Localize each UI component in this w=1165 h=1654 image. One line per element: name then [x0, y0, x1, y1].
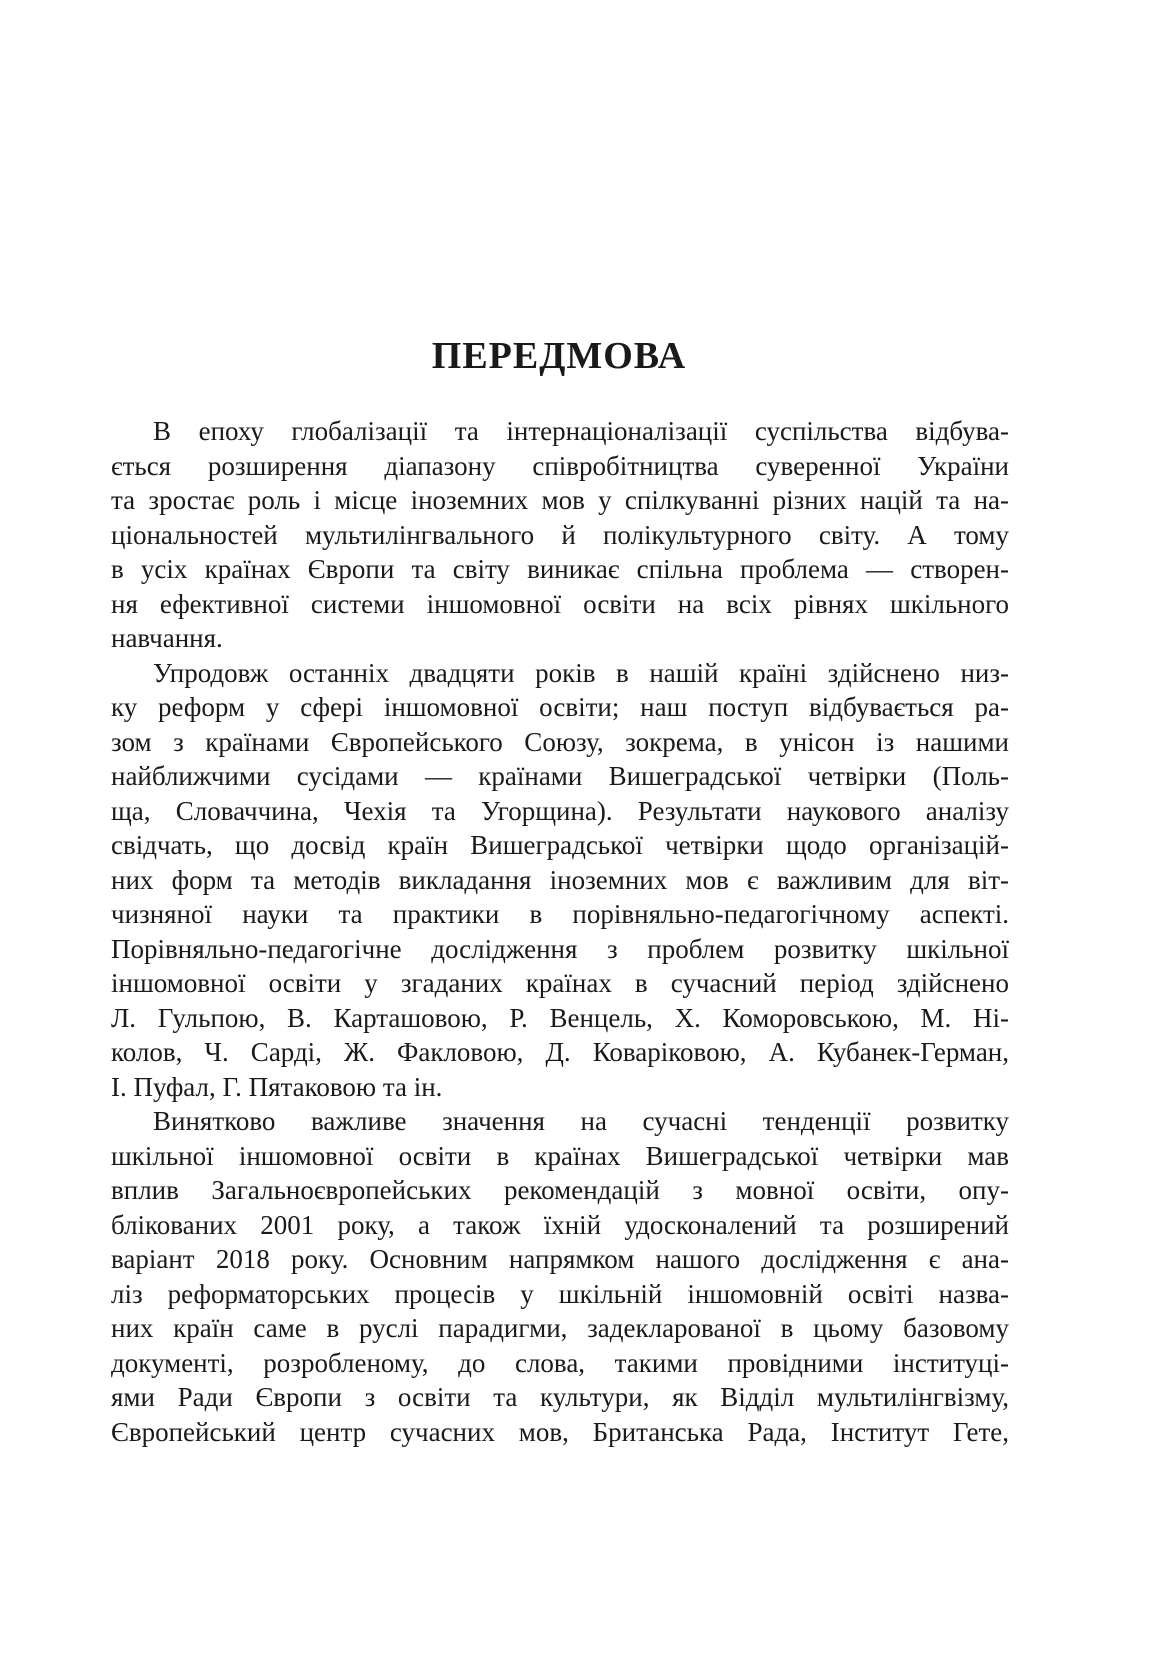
- text-line: навчання.: [111, 623, 223, 653]
- body-text: [111, 414, 1009, 1449]
- text-line: та зростає роль і місце іноземних мов у спілкуванні різних націй та на-: [111, 485, 1009, 515]
- text-line: варіант 2018 року. Основним напрямком нашого дослідження є ана-: [111, 1244, 1009, 1274]
- text-line: найближчими сусідами — країнами Вишеградської четвірки (Поль-: [111, 761, 1009, 791]
- paragraph: [111, 656, 1009, 1105]
- text-line: них форм та методів викладання іноземних мов є важливим для віт-: [111, 864, 1009, 895]
- text-line: ня ефективної системи іншомовної освіти на всіх рівнях шкільного: [111, 588, 1009, 619]
- text-line: ями Ради Європи з освіти та культури, як Відділ мультилінгвізму,: [111, 1382, 1009, 1412]
- text-line: чизняної науки та практики в порівняльно-педагогічному аспекті.: [111, 899, 1009, 929]
- text-line: ціональностей мультилінгвального й полікультурного світу. А тому: [111, 519, 1009, 550]
- text-line: зом з країнами Європейського Союзу, зокрема, в унісон із нашими: [111, 726, 1009, 757]
- text-line: В епоху глобалізації та інтернаціоналізації суспільства відбува-: [153, 416, 1009, 446]
- text-line: шкільної іншомовної освіти в країнах Вишеградської четвірки мав: [111, 1140, 1009, 1171]
- text-line: Порівняльно-педагогічне дослідження з проблем розвитку шкільної: [111, 933, 1009, 964]
- text-line: ліз реформаторських процесів у шкільній іншомовній освіті назва-: [111, 1278, 1009, 1309]
- page-title: ПЕРЕДМОВА: [431, 335, 687, 377]
- text-line: іншомовної освіти у згаданих країнах в сучасний період здійснено: [111, 968, 1009, 998]
- paragraph: [111, 1104, 1009, 1449]
- text-line: документі, розробленому, до слова, такими провідними інституці-: [111, 1347, 1009, 1378]
- text-line: ща, Словаччина, Чехія та Угорщина). Результати наукового аналізу: [111, 795, 1009, 826]
- text-line: ку реформ у сфері іншомовної освіти; наш поступ відбувається ра-: [111, 692, 1009, 722]
- text-line: Винятково важливе значення на сучасні тенденції розвитку: [153, 1106, 1009, 1136]
- text-line: Європейський центр сучасних мов, Британська Рада, Інститут Гете,: [111, 1416, 1009, 1447]
- text-line: ється розширення діапазону співробітництва суверенної України: [111, 450, 1009, 481]
- text-line: в усіх країнах Європи та світу виникає спільна проблема — створен-: [111, 554, 1009, 584]
- text-line: колов, Ч. Сарді, Ж. Факловою, Д. Коваріковою, А. Кубанек-Герман,: [111, 1037, 1009, 1067]
- text-line: свідчать, що досвід країн Вишеградської четвірки щодо організацій-: [111, 830, 1009, 860]
- text-line: Л. Гульпою, В. Карташовою, Р. Венцель, Х. Коморовською, М. Ні-: [111, 1002, 1009, 1033]
- text-line: них країн саме в руслі парадигми, задекларованої в цьому базовому: [111, 1313, 1009, 1343]
- text-line: вплив Загальноєвропейських рекомендацій з мовної освіти, опу-: [111, 1175, 1009, 1205]
- text-line: блікованих 2001 року, а також їхній удосконалений та розширений: [111, 1209, 1009, 1240]
- text-line: Упродовж останніх двадцяти років в нашій країні здійснено низ-: [153, 657, 1009, 688]
- paragraph: [111, 414, 1009, 656]
- text-line: І. Пуфал, Г. Пятаковою та ін.: [111, 1071, 443, 1102]
